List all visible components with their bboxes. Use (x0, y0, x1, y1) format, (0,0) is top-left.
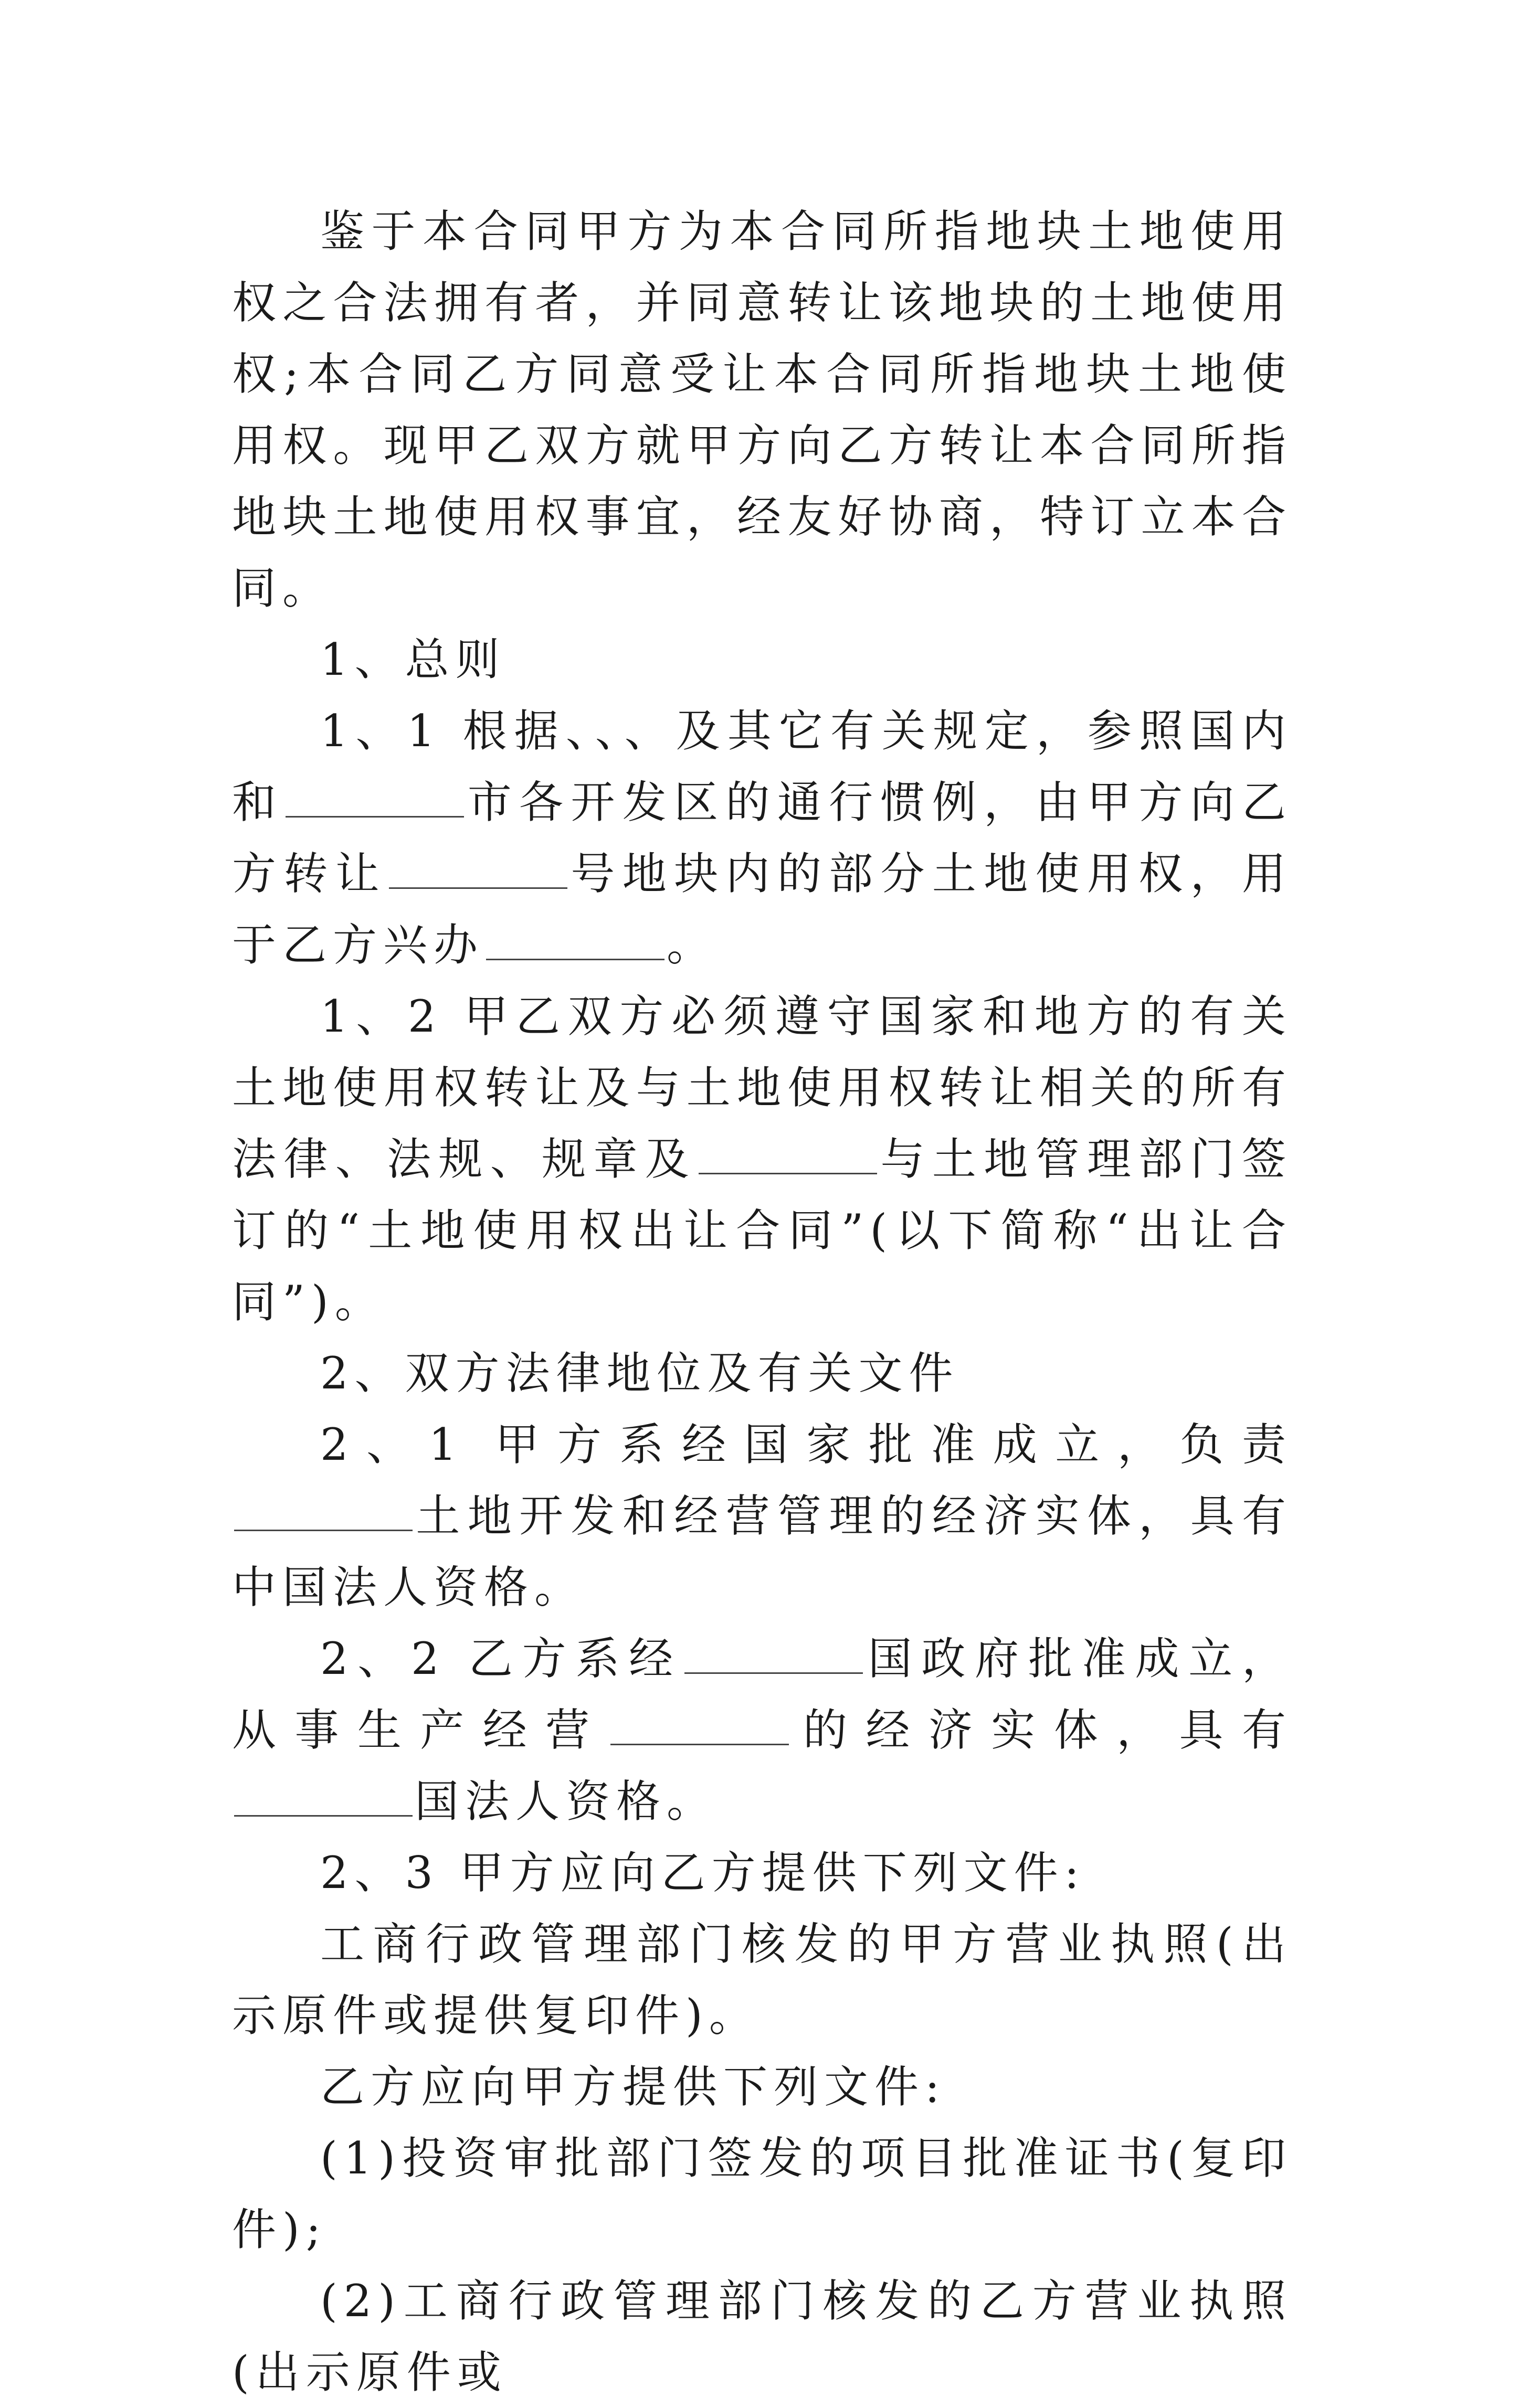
list-item-text: (1)投资审批部门签发的项目批准证书(复印件); (232, 2133, 1292, 2255)
clause-text: 国政府批准成立，从事生产经营 (232, 1633, 1292, 1756)
clause-text: 号地块内的部分土地使用权，用于乙方兴办 (232, 848, 1292, 971)
clause-2-3 (232, 1837, 1292, 1908)
clause-1-2 (232, 981, 1292, 1338)
fill-in-blank (486, 917, 664, 960)
fill-in-blank (684, 1630, 863, 1674)
clause-2-2 (232, 1623, 1292, 1837)
fill-in-blank (234, 1773, 413, 1817)
paragraph-text: 乙方应向甲方提供下列文件: (320, 2061, 946, 2113)
list-item-party-b-license (232, 2265, 1292, 2408)
clause-text: 1、1 根据、、、及其它有关规定，参照国内和 (232, 705, 1292, 828)
fill-in-blank (286, 774, 464, 818)
document-body (232, 196, 1292, 2408)
clause-text: 与土地管理部门签订的“土地使用权出让合同”(以下简称“出让合同”)。 (232, 1133, 1292, 1328)
sub-heading-party-b-documents (232, 2051, 1292, 2123)
fill-in-blank (234, 1488, 413, 1531)
paragraph-text: 鉴于本合同甲方为本合同所指地块土地使用权之合法拥有者，并同意转让该地块的土地使用权;本合同乙方同意受让本合同所指地块土地使用权。现甲乙双方就甲方向乙方转让本合同所指地块土地使用权事宜，经友好协商，特订立本合同。 (232, 206, 1292, 614)
clause-text: 2、2 乙方系经 (320, 1633, 682, 1684)
clause-text: 2、3 甲方应向乙方提供下列文件: (320, 1847, 1085, 1898)
clause-2-1 (232, 1409, 1292, 1623)
list-item-party-a-license (232, 1908, 1292, 2051)
section-heading-legal-status (232, 1338, 1292, 1409)
list-item-approval-certificate (232, 2123, 1292, 2265)
clause-text: 市各开发区的通行惯例，由甲方向乙方转让 (232, 777, 1292, 899)
heading-text: 1、总则 (320, 634, 506, 685)
clause-text: 2、1 甲方系经国家批准成立，负责 (320, 1419, 1292, 1470)
clause-1-1 (232, 695, 1292, 981)
list-item-text: 工商行政管理部门核发的甲方营业执照(出示原件或提供复印件)。 (232, 1918, 1292, 2041)
list-item-text: (2)工商行政管理部门核发的乙方营业执照(出示原件或 (232, 2275, 1292, 2398)
section-heading-general (232, 624, 1292, 695)
clause-text: 。 (667, 919, 718, 971)
clause-text: 的经济实体，具有 (790, 1704, 1292, 1756)
paragraph-preamble (232, 196, 1292, 624)
heading-text: 2、双方法律地位及有关文件 (320, 1348, 959, 1399)
clause-text: 国法人资格。 (415, 1776, 718, 1827)
fill-in-blank (389, 845, 567, 889)
fill-in-blank (699, 1131, 877, 1174)
fill-in-blank (610, 1702, 789, 1745)
clause-text: 土地开发和经营管理的经济实体，具有中国法人资格。 (232, 1490, 1292, 1613)
clause-text: 1、2 甲乙双方必须遵守国家和地方的有关土地使用权转让及与土地使用权转让相关的所有法律、法规、规章及 (232, 991, 1292, 1185)
